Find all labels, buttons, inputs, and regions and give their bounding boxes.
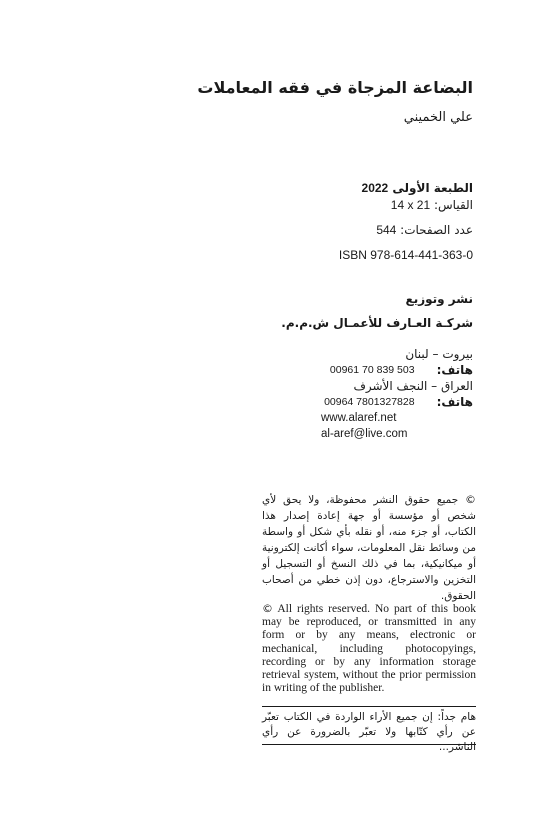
rights-english-paragraph — [262, 602, 476, 695]
note-top-divider — [262, 706, 476, 707]
phone-lebanon: 00961 70 839 503 — [329, 364, 415, 376]
phone-label: هاتف: — [436, 363, 473, 377]
size-label: القياس: — [433, 198, 473, 212]
website: www.alaref.net — [321, 412, 397, 424]
pages-line — [339, 222, 473, 239]
disclaimer-note: هام جداً: إن جميع الأراء الواردة في الكتاب تعبّر عن رأي كتّابها ولا تعبّر بالضرورة عن رأي الناشر... — [262, 711, 476, 753]
edition-year: 2022 — [361, 181, 389, 195]
rights-english-text: All rights reserved. No part of this book may be reproduced, or transmitted in any form or by any means, electronic or mechanical, including photocopyings, recording or by any information storage retrieval system, without the prior permission in writing of the publisher. — [262, 603, 476, 695]
size-value: 14 x 21 — [390, 198, 431, 212]
rights-arabic-text: جميع حقوق النشر محفوظة، ولا يحق لأي شخص أو مؤسسة أو جهة إعادة إصدار هذا الكتاب، أو جزء منه، أو نقله بأي شكل أو واسطة من وسائط نقل المعلومات، سواء أكانت إلكترونية أو ميكانيكية، بما في ذلك النسخ أو التسجيل أو التخزين والاسترجاع، دون إذن خطي من أصحاب الحقوق. — [262, 494, 476, 602]
phone-row-iraq — [273, 394, 473, 410]
phone-iraq: 00964 7801327828 — [324, 396, 415, 408]
size-line — [339, 197, 473, 214]
rights-arabic-paragraph — [262, 492, 476, 604]
publisher-heading: نشر وتوزيع — [405, 292, 473, 306]
publisher-company: شركـة العـارف للأعمـال ش.م.م. — [281, 316, 473, 330]
pages-value: 544 — [376, 223, 397, 237]
pages-label: عدد الصفحات: — [400, 223, 473, 237]
book-specs — [339, 180, 473, 264]
city-lebanon: بيروت – لبنان — [405, 347, 473, 361]
email: al-aref@live.com — [321, 428, 408, 440]
contact-block — [273, 346, 473, 442]
phone-label-2: هاتف: — [436, 395, 473, 409]
book-title: البضاعة المزجاة في فقه المعاملات — [197, 78, 473, 97]
publisher-block — [281, 292, 473, 336]
book-author: علي الخميني — [403, 110, 473, 125]
city-iraq: العراق – النجف الأشرف — [353, 379, 473, 393]
edition-label: الطبعة الأولى — [392, 181, 473, 195]
note-bottom-divider — [262, 744, 476, 745]
copyright-icon-en: © — [262, 602, 273, 615]
isbn: ISBN 978-614-441-363-0 — [338, 248, 473, 262]
phone-row-lebanon — [273, 362, 473, 378]
copyright-icon: © — [465, 493, 476, 506]
edition-line — [339, 180, 473, 197]
